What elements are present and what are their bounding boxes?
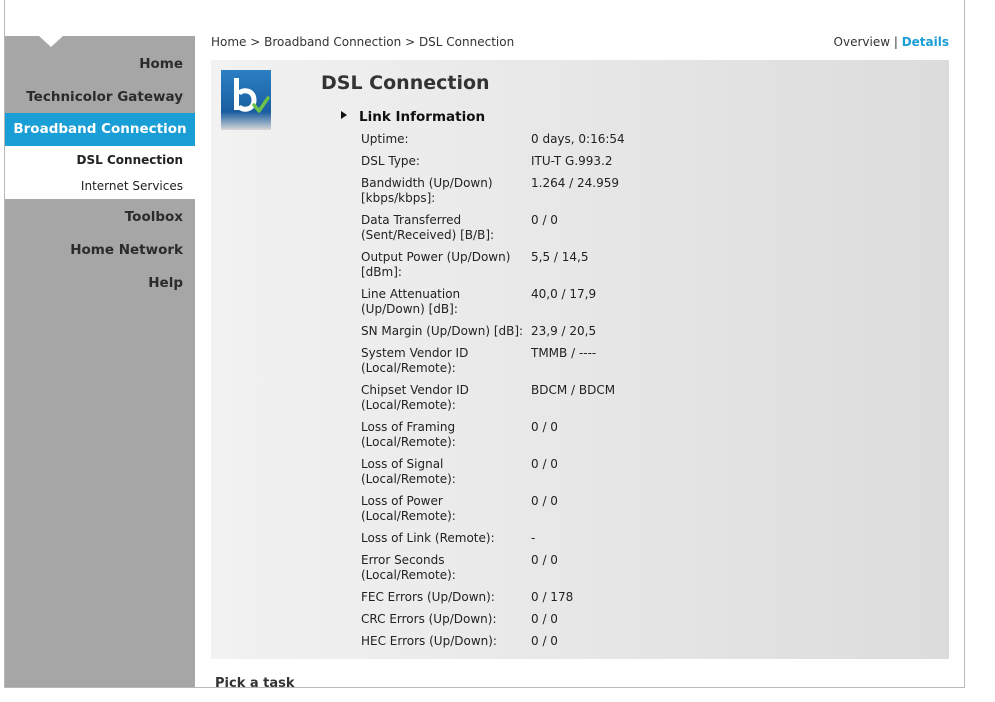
- info-value: 0 / 178: [531, 590, 574, 604]
- page-title: DSL Connection: [321, 72, 490, 94]
- info-value: 1.264 / 24.959: [531, 176, 620, 190]
- info-value: 23,9 / 20,5: [531, 324, 597, 338]
- info-label: Loss of Signal (Local/Remote):: [361, 457, 456, 486]
- nav-toolbox[interactable]: Toolbox: [124, 209, 183, 225]
- nav-broadband-connection[interactable]: Broadband Connection: [5, 113, 195, 146]
- info-value: -: [531, 531, 536, 545]
- nav-help[interactable]: Help: [148, 275, 183, 291]
- info-label: Bandwidth (Up/Down) [kbps/kbps]:: [361, 176, 493, 205]
- info-value: 40,0 / 17,9: [531, 287, 597, 301]
- info-label: Line Attenuation (Up/Down) [dB]:: [361, 287, 461, 316]
- info-label: Loss of Link (Remote):: [361, 531, 495, 545]
- pick-a-task-heading: Pick a task: [215, 676, 295, 688]
- subnav: [5, 146, 195, 199]
- breadcrumb: [211, 35, 514, 49]
- info-value: 0 / 0: [531, 213, 558, 227]
- info-label: HEC Errors (Up/Down):: [361, 634, 497, 648]
- info-value: 0 / 0: [531, 634, 558, 648]
- breadcrumb-broadband[interactable]: Broadband Connection: [264, 35, 402, 49]
- info-label: DSL Type:: [361, 154, 420, 168]
- info-label: CRC Errors (Up/Down):: [361, 612, 497, 626]
- info-value: TMMB / ----: [531, 346, 597, 360]
- info-value: 0 / 0: [531, 420, 558, 434]
- overview-link[interactable]: Overview: [833, 35, 891, 49]
- breadcrumb-home[interactable]: Home: [211, 35, 247, 49]
- info-label: Loss of Power (Local/Remote):: [361, 494, 456, 523]
- info-label: System Vendor ID (Local/Remote):: [361, 346, 469, 375]
- breadcrumb-current: DSL Connection: [418, 35, 515, 49]
- link-information-toggle[interactable]: [341, 109, 485, 125]
- info-label: Loss of Framing (Local/Remote):: [361, 420, 456, 449]
- info-label: Chipset Vendor ID (Local/Remote):: [361, 383, 469, 412]
- info-label: SN Margin (Up/Down) [dB]:: [361, 324, 524, 338]
- info-label: Error Seconds (Local/Remote):: [361, 553, 456, 582]
- sidebar: [5, 36, 195, 687]
- view-links: [834, 35, 949, 49]
- breadcrumb-separator: >: [401, 35, 419, 49]
- info-value: 0 / 0: [531, 612, 558, 626]
- app-frame: [4, 0, 965, 688]
- info-value: 5,5 / 14,5: [531, 250, 589, 264]
- view-links-separator: |: [890, 35, 902, 49]
- info-label: Uptime:: [361, 132, 409, 146]
- broadband-check-icon: [221, 70, 271, 130]
- details-link[interactable]: Details: [901, 35, 949, 49]
- info-label: Data Transferred (Sent/Received) [B/B]:: [361, 213, 495, 242]
- sidebar-notch: [39, 36, 63, 47]
- subnav-internet-services[interactable]: Internet Services: [80, 179, 183, 193]
- subnav-dsl-connection[interactable]: DSL Connection: [76, 153, 183, 167]
- info-label: FEC Errors (Up/Down):: [361, 590, 495, 604]
- info-value: BDCM / BDCM: [531, 383, 616, 397]
- info-value: 0 days, 0:16:54: [531, 132, 625, 146]
- content-panel: [211, 60, 949, 659]
- info-value: 0 / 0: [531, 553, 558, 567]
- info-value: 0 / 0: [531, 457, 558, 471]
- nav-home-network[interactable]: Home Network: [70, 242, 183, 258]
- nav-home[interactable]: Home: [139, 56, 183, 72]
- info-value: 0 / 0: [531, 494, 558, 508]
- nav-technicolor-gateway[interactable]: Technicolor Gateway: [26, 89, 183, 105]
- info-label: Output Power (Up/Down) [dBm]:: [361, 250, 511, 279]
- caret-right-icon: [341, 111, 347, 119]
- section-title: Link Information: [359, 109, 486, 125]
- info-value: ITU-T G.993.2: [531, 154, 613, 168]
- breadcrumb-separator: >: [246, 35, 265, 49]
